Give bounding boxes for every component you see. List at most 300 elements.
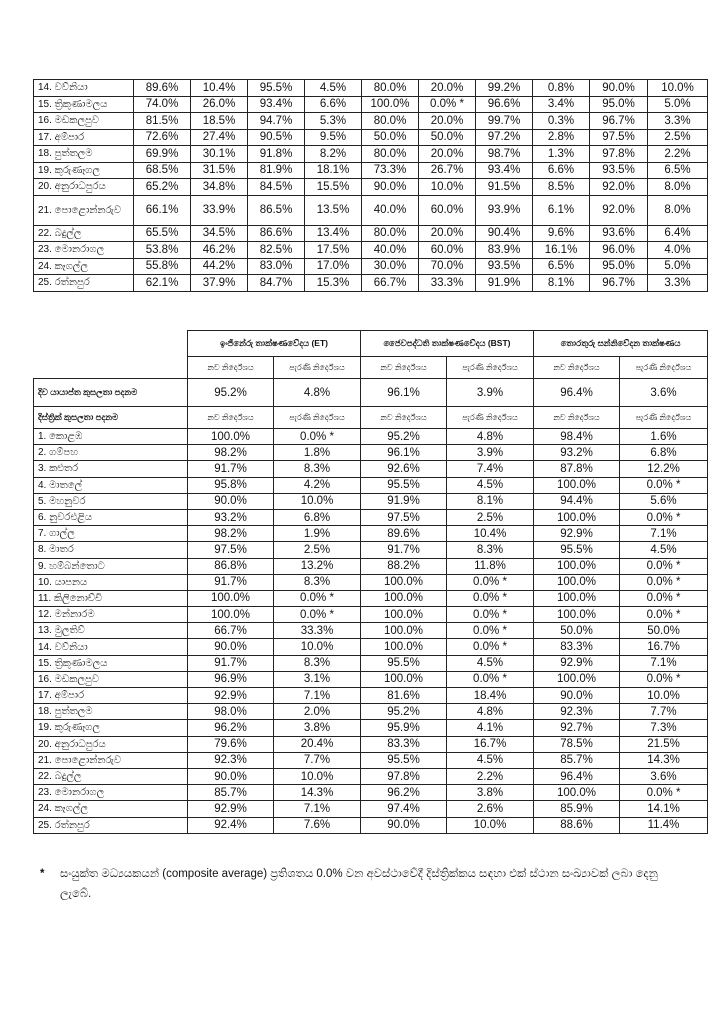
district-name-cell: 13. මුලතිව් <box>34 623 188 639</box>
percentage-cell: 6.4% <box>648 225 708 242</box>
percentage-cell: 7.1% <box>620 526 708 542</box>
percentage-cell: 0.0% * <box>447 607 534 623</box>
percentage-cell: 96.7% <box>590 275 648 292</box>
percentage-cell: 8.1% <box>533 275 590 292</box>
percentage-cell: 98.0% <box>188 704 274 720</box>
table-row <box>34 623 708 639</box>
percentage-cell: 100.0% <box>534 590 620 606</box>
district-name-cell: 22. බදුල්ල <box>34 225 134 242</box>
percentage-cell: 40.0% <box>362 195 419 225</box>
percentage-cell: 14.3% <box>274 785 361 801</box>
district-name-cell: 19. කුරුණෑගල <box>34 162 134 179</box>
percentage-cell: 74.0% <box>134 96 191 113</box>
percentage-cell: 50.0% <box>362 129 419 146</box>
percentage-cell: 91.9% <box>361 493 447 509</box>
table-row <box>34 162 708 179</box>
percentage-cell: 80.0% <box>362 113 419 130</box>
percentage-cell: 93.4% <box>248 96 305 113</box>
percentage-cell: 100.0% <box>534 574 620 590</box>
percentage-cell: 18.4% <box>447 688 534 704</box>
percentage-cell: 100.0% <box>361 574 447 590</box>
percentage-cell: 100.0% <box>534 558 620 574</box>
percentage-cell: 91.7% <box>188 655 274 671</box>
percentage-cell: 9.6% <box>533 225 590 242</box>
table-row <box>34 113 708 130</box>
percentage-cell: 91.7% <box>188 574 274 590</box>
percentage-cell: 17.5% <box>305 242 362 259</box>
district-name-cell: 20. අනුරාධපුරය <box>34 179 134 196</box>
percentage-cell: 69.9% <box>134 146 191 163</box>
percentage-cell: 33.3% <box>419 275 476 292</box>
percentage-cell: 98.2% <box>188 445 274 461</box>
percentage-cell: 16.7% <box>447 736 534 752</box>
percentage-cell: 15.5% <box>305 179 362 196</box>
percentage-cell: 4.0% <box>648 242 708 259</box>
table-row <box>34 275 708 292</box>
percentage-cell: 0.0% * <box>447 671 534 687</box>
percentage-cell: 13.2% <box>274 558 361 574</box>
percentage-cell: 6.5% <box>648 162 708 179</box>
percentage-cell: 6.6% <box>305 96 362 113</box>
percentage-cell: 100.0% <box>361 590 447 606</box>
percentage-cell: 7.1% <box>274 688 361 704</box>
percentage-cell: 91.7% <box>361 542 447 558</box>
subheader-new: නව නිර්දේශය <box>534 357 620 379</box>
percentage-cell: 0.0% * <box>620 607 708 623</box>
percentage-cell: 5.0% <box>648 96 708 113</box>
percentage-cell: 97.4% <box>361 801 447 817</box>
percentage-cell: 90.0% <box>188 493 274 509</box>
header-blank-cell <box>34 331 188 357</box>
table-row <box>34 768 708 784</box>
percentage-cell: 96.9% <box>188 671 274 687</box>
percentage-cell: 3.3% <box>648 113 708 130</box>
percentage-cell: 8.2% <box>305 146 362 163</box>
percentage-cell: 68.5% <box>134 162 191 179</box>
percentage-cell: 92.0% <box>590 179 648 196</box>
percentage-cell: 3.6% <box>620 768 708 784</box>
percentage-cell: 7.6% <box>274 817 361 833</box>
percentage-cell: 4.5% <box>305 80 362 97</box>
percentage-cell: 81.5% <box>134 113 191 130</box>
percentage-cell: 91.5% <box>476 179 533 196</box>
percentage-cell: 60.0% <box>419 242 476 259</box>
percentage-cell: 91.9% <box>476 275 533 292</box>
percentage-cell: 6.8% <box>274 509 361 525</box>
percentage-cell: 94.7% <box>248 113 305 130</box>
percentage-cell: 20.0% <box>419 80 476 97</box>
percentage-cell: 10.0% <box>274 493 361 509</box>
percentage-cell: 93.4% <box>476 162 533 179</box>
percentage-cell: 9.5% <box>305 129 362 146</box>
percentage-cell: 20.0% <box>419 225 476 242</box>
percentage-cell: 100.0% <box>534 509 620 525</box>
table-row <box>34 688 708 704</box>
table-row <box>34 639 708 655</box>
percentage-cell: 93.2% <box>534 445 620 461</box>
island-value: 95.2% <box>188 379 274 407</box>
footnote-marker: * <box>40 868 45 880</box>
district-name-cell: 17. අම්පාර <box>34 688 188 704</box>
percentage-cell: 97.5% <box>361 509 447 525</box>
percentage-cell: 18.1% <box>305 162 362 179</box>
percentage-cell: 65.5% <box>134 225 191 242</box>
percentage-cell: 5.3% <box>305 113 362 130</box>
percentage-cell: 97.8% <box>590 146 648 163</box>
percentage-cell: 100.0% <box>361 623 447 639</box>
percentage-cell: 2.5% <box>447 509 534 525</box>
percentage-cell: 0.0% * <box>620 590 708 606</box>
percentage-cell: 84.5% <box>248 179 305 196</box>
subheader-new: නව නිර්දේශය <box>188 407 274 429</box>
percentage-cell: 16.7% <box>620 639 708 655</box>
percentage-cell: 2.5% <box>648 129 708 146</box>
percentage-cell: 2.2% <box>648 146 708 163</box>
table-row <box>34 574 708 590</box>
percentage-cell: 66.1% <box>134 195 191 225</box>
percentage-cell: 98.2% <box>188 526 274 542</box>
percentage-cell: 97.2% <box>476 129 533 146</box>
island-value: 4.8% <box>274 379 361 407</box>
percentage-cell: 40.0% <box>362 242 419 259</box>
table-row <box>34 801 708 817</box>
percentage-cell: 93.6% <box>590 225 648 242</box>
percentage-cell: 81.9% <box>248 162 305 179</box>
percentage-cell: 91.7% <box>188 461 274 477</box>
percentage-cell: 4.5% <box>447 752 534 768</box>
percentage-cell: 8.3% <box>447 542 534 558</box>
percentage-cell: 0.0% * <box>620 671 708 687</box>
percentage-cell: 92.4% <box>188 817 274 833</box>
percentage-cell: 92.7% <box>534 720 620 736</box>
percentage-cell: 86.5% <box>248 195 305 225</box>
percentage-cell: 2.6% <box>447 801 534 817</box>
district-name-cell: 6. නුවරඑළිය <box>34 509 188 525</box>
percentage-cell: 0.0% * <box>620 574 708 590</box>
percentage-cell: 50.0% <box>419 129 476 146</box>
percentage-cell: 6.5% <box>533 258 590 275</box>
percentage-cell: 96.1% <box>361 445 447 461</box>
group-header-et: ඉංජිනේරු තාක්ෂණවේදය (ET) <box>188 331 361 357</box>
percentage-cell: 4.5% <box>447 655 534 671</box>
district-name-cell: 2. ගම්පහ <box>34 445 188 461</box>
percentage-cell: 91.8% <box>248 146 305 163</box>
percentage-cell: 60.0% <box>419 195 476 225</box>
percentage-cell: 0.0% * <box>620 509 708 525</box>
percentage-cell: 97.5% <box>188 542 274 558</box>
table-row <box>34 752 708 768</box>
percentage-cell: 98.4% <box>534 429 620 445</box>
percentage-cell: 70.0% <box>419 258 476 275</box>
percentage-cell: 10.0% <box>274 768 361 784</box>
island-value: 96.1% <box>361 379 447 407</box>
percentage-cell: 26.7% <box>419 162 476 179</box>
district-name-cell: 14. වව්නියා <box>34 80 134 97</box>
district-name-cell: 15. ත්‍රිකුණාමලය <box>34 96 134 113</box>
percentage-cell: 0.0% * <box>274 607 361 623</box>
percentage-cell: 96.0% <box>590 242 648 259</box>
percentage-cell: 83.0% <box>248 258 305 275</box>
table-row <box>34 590 708 606</box>
district-name-cell: 5. මහනුවර <box>34 493 188 509</box>
percentage-cell: 66.7% <box>188 623 274 639</box>
percentage-cell: 100.0% <box>361 671 447 687</box>
percentage-cell: 4.8% <box>447 704 534 720</box>
percentage-cell: 97.8% <box>361 768 447 784</box>
district-name-cell: 14. වව්නියා <box>34 639 188 655</box>
table-row <box>34 720 708 736</box>
percentage-cell: 94.4% <box>534 493 620 509</box>
percentage-cell: 85.7% <box>534 752 620 768</box>
percentage-cell: 0.0% * <box>620 477 708 493</box>
district-name-cell: 8. මාතර <box>34 542 188 558</box>
header-blank-cell <box>34 357 188 379</box>
table-row <box>34 558 708 574</box>
percentage-cell: 31.5% <box>191 162 248 179</box>
percentage-cell: 95.5% <box>248 80 305 97</box>
percentage-cell: 7.1% <box>620 655 708 671</box>
percentage-cell: 96.7% <box>590 113 648 130</box>
subheader-old: පැරණි නිර්දේශය <box>447 357 534 379</box>
percentage-cell: 89.6% <box>134 80 191 97</box>
district-name-cell: 24. කෑගල්ල <box>34 258 134 275</box>
percentage-cell: 3.4% <box>533 96 590 113</box>
percentage-cell: 81.6% <box>361 688 447 704</box>
percentage-cell: 21.5% <box>620 736 708 752</box>
percentage-cell: 90.0% <box>361 817 447 833</box>
percentage-cell: 0.0% * <box>447 574 534 590</box>
percentage-cell: 0.0% * <box>620 558 708 574</box>
results-table-bottom <box>33 330 708 834</box>
percentage-cell: 20.0% <box>419 113 476 130</box>
percentage-cell: 84.7% <box>248 275 305 292</box>
percentage-cell: 33.3% <box>274 623 361 639</box>
district-name-cell: 10. යාපනය <box>34 574 188 590</box>
percentage-cell: 8.5% <box>533 179 590 196</box>
percentage-cell: 2.5% <box>274 542 361 558</box>
table-row <box>34 509 708 525</box>
percentage-cell: 90.0% <box>590 80 648 97</box>
percentage-cell: 10.0% <box>620 688 708 704</box>
percentage-cell: 8.1% <box>447 493 534 509</box>
percentage-cell: 50.0% <box>534 623 620 639</box>
subheader-new: නව නිර්දේශය <box>188 357 274 379</box>
district-name-cell: 21. පොළොන්නරුව <box>34 752 188 768</box>
percentage-cell: 4.1% <box>447 720 534 736</box>
percentage-cell: 5.6% <box>620 493 708 509</box>
table-row <box>34 80 708 97</box>
percentage-cell: 4.8% <box>447 429 534 445</box>
percentage-cell: 4.5% <box>620 542 708 558</box>
percentage-cell: 26.0% <box>191 96 248 113</box>
percentage-cell: 2.0% <box>274 704 361 720</box>
percentage-cell: 13.4% <box>305 225 362 242</box>
percentage-cell: 100.0% <box>534 785 620 801</box>
percentage-cell: 95.2% <box>361 429 447 445</box>
district-name-cell: 16. මඩකලපුව <box>34 671 188 687</box>
percentage-cell: 93.9% <box>476 195 533 225</box>
percentage-cell: 6.1% <box>533 195 590 225</box>
percentage-cell: 0.0% * <box>620 785 708 801</box>
results-table-top <box>33 79 708 292</box>
district-name-cell: 18. පුත්තලම <box>34 704 188 720</box>
percentage-cell: 15.3% <box>305 275 362 292</box>
percentage-cell: 96.2% <box>361 785 447 801</box>
percentage-cell: 99.7% <box>476 113 533 130</box>
percentage-cell: 83.3% <box>361 736 447 752</box>
percentage-cell: 92.3% <box>188 752 274 768</box>
percentage-cell: 95.9% <box>361 720 447 736</box>
percentage-cell: 7.3% <box>620 720 708 736</box>
table-row <box>34 461 708 477</box>
percentage-cell: 7.7% <box>274 752 361 768</box>
district-name-cell: 1. කොළඹ <box>34 429 188 445</box>
subheader-old: පැරණි නිර්දේශය <box>274 407 361 429</box>
footnote-text: සංයුක්ත මධ්‍යයකයන් (composite average) ප්‍රතිශතය 0.0% වන අවස්ථාවේදී දිස්ත්‍රික්කය සඳහා එක් ස්ථාන සංඛ්‍යාවක් ලබා දෙනු ලැබේ. <box>60 868 658 900</box>
percentage-cell: 96.2% <box>188 720 274 736</box>
percentage-cell: 92.9% <box>188 801 274 817</box>
percentage-cell: 6.8% <box>620 445 708 461</box>
percentage-cell: 89.6% <box>361 526 447 542</box>
percentage-cell: 0.8% <box>533 80 590 97</box>
percentage-cell: 1.9% <box>274 526 361 542</box>
district-name-cell: 21. පොළොන්නරුව <box>34 195 134 225</box>
district-name-cell: 15. ත්‍රිකුණාමලය <box>34 655 188 671</box>
footnote <box>40 864 690 904</box>
percentage-cell: 46.2% <box>191 242 248 259</box>
table-row <box>34 526 708 542</box>
percentage-cell: 92.9% <box>534 655 620 671</box>
subheader-new: නව නිර්දේශය <box>534 407 620 429</box>
subheader-old: පැරණි නිර්දේශය <box>620 357 708 379</box>
percentage-cell: 90.0% <box>188 768 274 784</box>
district-name-cell: 22. බදුල්ල <box>34 768 188 784</box>
island-value: 3.6% <box>620 379 708 407</box>
percentage-cell: 78.5% <box>534 736 620 752</box>
percentage-cell: 100.0% <box>188 607 274 623</box>
percentage-cell: 88.6% <box>534 817 620 833</box>
results-table-top-body <box>34 80 708 292</box>
percentage-cell: 55.8% <box>134 258 191 275</box>
percentage-cell: 34.8% <box>191 179 248 196</box>
percentage-cell: 100.0% <box>361 639 447 655</box>
district-name-cell: 20. අනුරාධපුරය <box>34 736 188 752</box>
percentage-cell: 100.0% <box>534 477 620 493</box>
percentage-cell: 10.4% <box>447 526 534 542</box>
district-name-cell: 19. කුරුණෑගල <box>34 720 188 736</box>
subheader-new: නව නිර්දේශය <box>361 357 447 379</box>
percentage-cell: 90.0% <box>534 688 620 704</box>
island-value: 96.4% <box>534 379 620 407</box>
district-name-cell: 3. කළුතර <box>34 461 188 477</box>
percentage-cell: 92.0% <box>590 195 648 225</box>
percentage-cell: 83.3% <box>534 639 620 655</box>
table-row <box>34 785 708 801</box>
percentage-cell: 100.0% <box>188 429 274 445</box>
percentage-cell: 87.8% <box>534 461 620 477</box>
group-header-ict: තොරතුරු සන්නිවේදන තාක්ෂණය <box>534 331 708 357</box>
percentage-cell: 95.8% <box>188 477 274 493</box>
percentage-cell: 86.8% <box>188 558 274 574</box>
percentage-cell: 92.6% <box>361 461 447 477</box>
percentage-cell: 82.5% <box>248 242 305 259</box>
percentage-cell: 3.3% <box>648 275 708 292</box>
percentage-cell: 95.2% <box>361 704 447 720</box>
percentage-cell: 90.0% <box>188 639 274 655</box>
percentage-cell: 98.7% <box>476 146 533 163</box>
district-name-cell: 17. අම්පාර <box>34 129 134 146</box>
table-row <box>34 146 708 163</box>
percentage-cell: 18.5% <box>191 113 248 130</box>
percentage-cell: 97.5% <box>590 129 648 146</box>
district-name-cell: 18. පුත්තලම <box>34 146 134 163</box>
table-row <box>34 242 708 259</box>
percentage-cell: 10.0% <box>274 639 361 655</box>
percentage-cell: 3.1% <box>274 671 361 687</box>
percentage-cell: 1.8% <box>274 445 361 461</box>
percentage-cell: 93.5% <box>476 258 533 275</box>
table-row <box>34 671 708 687</box>
percentage-cell: 100.0% <box>362 96 419 113</box>
percentage-cell: 80.0% <box>362 146 419 163</box>
percentage-cell: 10.0% <box>648 80 708 97</box>
table-row <box>34 225 708 242</box>
district-name-cell: 16. මඩකලපුව <box>34 113 134 130</box>
district-name-cell: 9. හම්බන්තොට <box>34 558 188 574</box>
percentage-cell: 8.3% <box>274 461 361 477</box>
percentage-cell: 17.0% <box>305 258 362 275</box>
district-label: දිස්ත්‍රික් කුසලතා පදනම <box>34 407 188 429</box>
group-header-row <box>34 331 708 357</box>
district-name-cell: 4. මාතලේ <box>34 477 188 493</box>
percentage-cell: 3.9% <box>447 445 534 461</box>
table-row <box>34 477 708 493</box>
table-row <box>34 704 708 720</box>
percentage-cell: 7.1% <box>274 801 361 817</box>
table-row <box>34 445 708 461</box>
subheader-old: පැරණි නිර්දේශය <box>274 357 361 379</box>
percentage-cell: 83.9% <box>476 242 533 259</box>
subheader-row <box>34 357 708 379</box>
table-row <box>34 96 708 113</box>
percentage-cell: 62.1% <box>134 275 191 292</box>
percentage-cell: 33.9% <box>191 195 248 225</box>
table-row <box>34 429 708 445</box>
percentage-cell: 95.5% <box>361 655 447 671</box>
percentage-cell: 3.8% <box>274 720 361 736</box>
percentage-cell: 0.3% <box>533 113 590 130</box>
percentage-cell: 13.5% <box>305 195 362 225</box>
table-row <box>34 179 708 196</box>
district-name-cell: 25. රත්නපුර <box>34 275 134 292</box>
percentage-cell: 20.0% <box>419 146 476 163</box>
percentage-cell: 93.2% <box>188 509 274 525</box>
percentage-cell: 14.1% <box>620 801 708 817</box>
percentage-cell: 86.6% <box>248 225 305 242</box>
percentage-cell: 100.0% <box>188 590 274 606</box>
district-name-cell: 24. කෑගල්ල <box>34 801 188 817</box>
percentage-cell: 30.1% <box>191 146 248 163</box>
percentage-cell: 99.2% <box>476 80 533 97</box>
percentage-cell: 27.4% <box>191 129 248 146</box>
percentage-cell: 95.5% <box>361 752 447 768</box>
percentage-cell: 12.2% <box>620 461 708 477</box>
percentage-cell: 65.2% <box>134 179 191 196</box>
district-name-cell: 12. මන්නාරම <box>34 607 188 623</box>
percentage-cell: 95.5% <box>361 477 447 493</box>
percentage-cell: 6.6% <box>533 162 590 179</box>
percentage-cell: 34.5% <box>191 225 248 242</box>
